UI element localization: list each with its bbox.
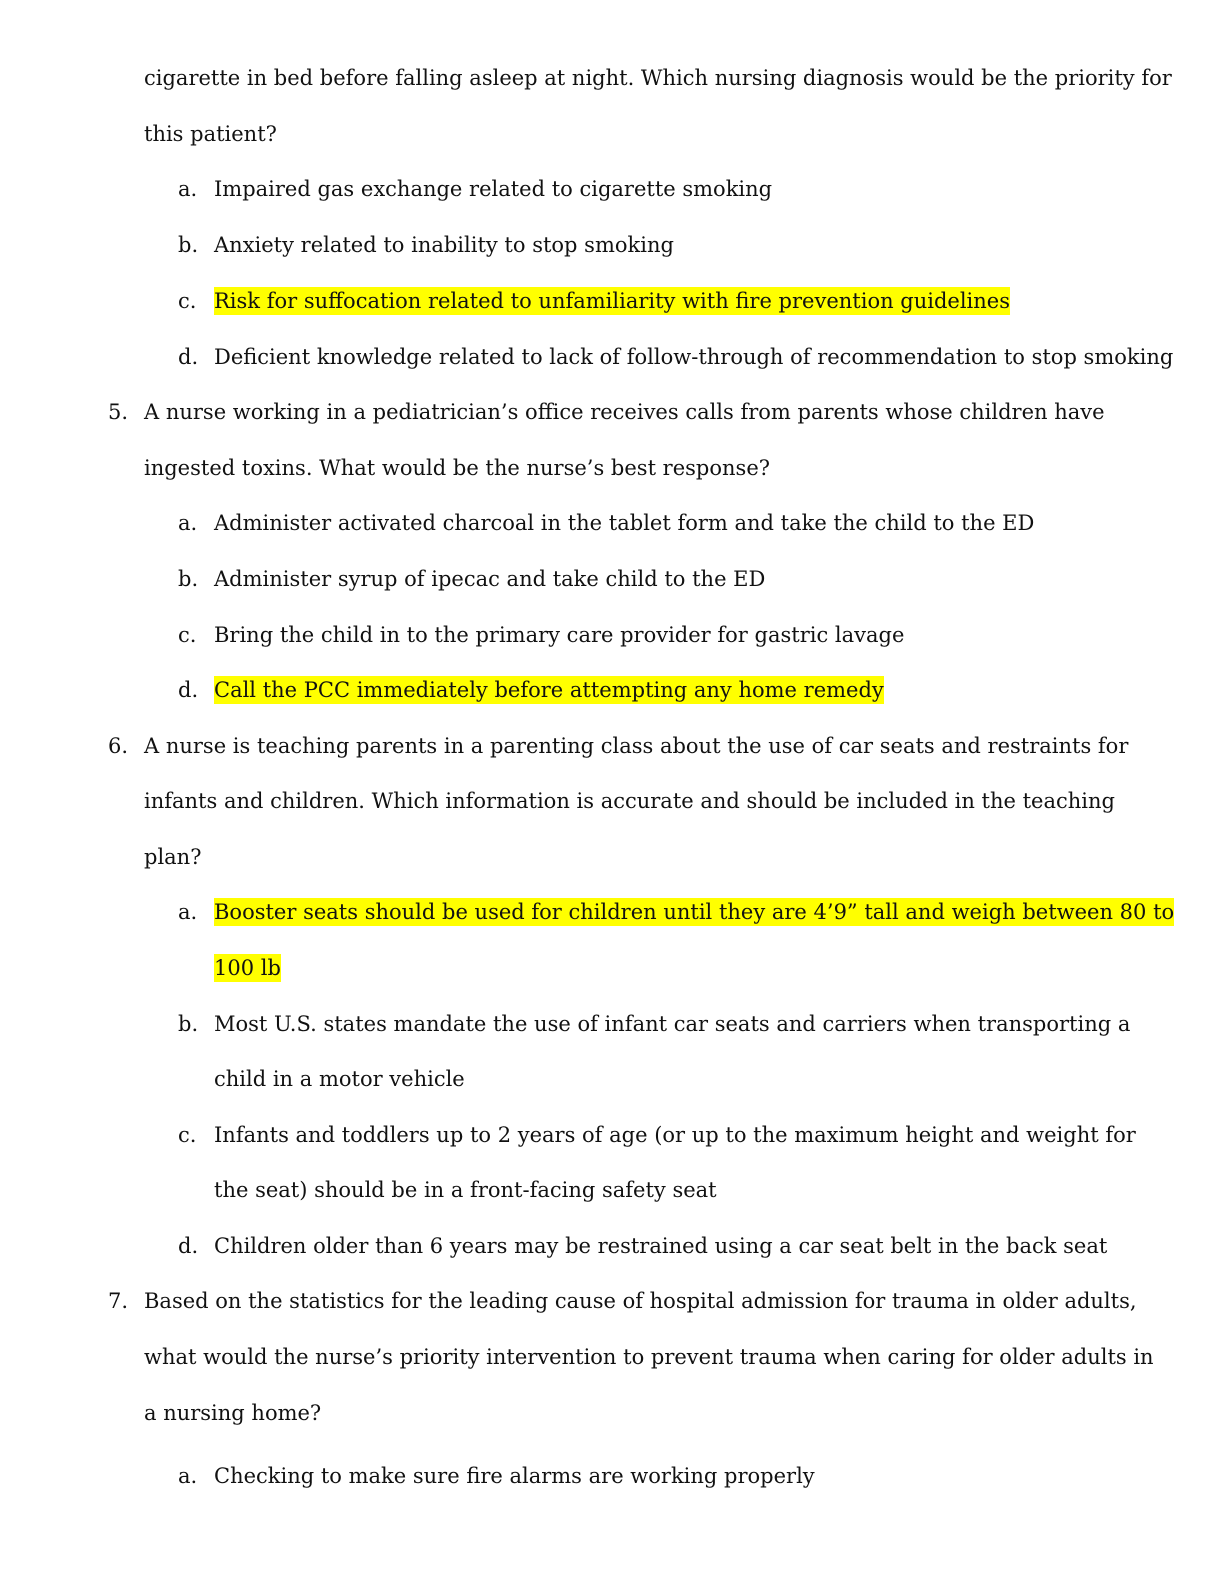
question-6-option-d-text: Children older than 6 years may be restrained using a car seat belt in the back seat xyxy=(214,1234,1108,1258)
question-5-option-a-text: Administer activated charcoal in the tablet form and take the child to the ED xyxy=(214,511,1035,535)
question-5-option-a-letter: a. xyxy=(178,511,198,535)
question-6-option-b-text-line-2: child in a motor vehicle xyxy=(214,1067,465,1091)
question-5-option-d-letter: d. xyxy=(178,678,199,702)
question-4-option-d-letter: d. xyxy=(178,345,199,369)
question-4-option-c-letter: c. xyxy=(178,289,197,313)
question-6-option-a-text-line-2-highlighted: 100 lb xyxy=(214,956,281,980)
question-5-option-c-text: Bring the child in to the primary care provider for gastric lavage xyxy=(214,623,905,647)
question-5-option-d-text-highlighted: Call the PCC immediately before attempting any home remedy xyxy=(214,678,884,702)
question-5-stem-line-2: ingested toxins. What would be the nurse’s best response? xyxy=(144,456,771,480)
question-5-option-c-letter: c. xyxy=(178,623,197,647)
question-4-option-b-letter: b. xyxy=(178,233,199,257)
question-4-option-a-letter: a. xyxy=(178,177,198,201)
question-6-stem-line-3: plan? xyxy=(144,845,202,869)
question-4-stem-line-1: cigarette in bed before falling asleep at night. Which nursing diagnosis would be the priority for xyxy=(144,66,1172,90)
question-7-stem-line-3: a nursing home? xyxy=(144,1401,322,1425)
question-5-option-b-letter: b. xyxy=(178,567,199,591)
question-6-number: 6. xyxy=(108,734,129,758)
question-4-option-b-text: Anxiety related to inability to stop smoking xyxy=(214,233,674,257)
question-6-option-b-text-line-1: Most U.S. states mandate the use of infant car seats and carriers when transporting a xyxy=(214,1012,1131,1036)
question-5-stem-line-1: A nurse working in a pediatrician’s office receives calls from parents whose children have xyxy=(144,400,1105,424)
question-7-number: 7. xyxy=(108,1289,129,1313)
question-6-option-c-text-line-2: the seat) should be in a front-facing safety seat xyxy=(214,1178,717,1202)
question-6-option-d-letter: d. xyxy=(178,1234,199,1258)
question-7-option-a-text: Checking to make sure fire alarms are working properly xyxy=(214,1464,815,1488)
question-4-option-d-text: Deficient knowledge related to lack of follow-through of recommendation to stop smoking xyxy=(214,345,1174,369)
question-5-number: 5. xyxy=(108,400,129,424)
question-5-option-b-text: Administer syrup of ipecac and take child to the ED xyxy=(214,567,766,591)
question-6-option-b-letter: b. xyxy=(178,1012,199,1036)
question-6-option-c-text-line-1: Infants and toddlers up to 2 years of age (or up to the maximum height and weight for xyxy=(214,1123,1136,1147)
question-4-option-c-text-highlighted: Risk for suffocation related to unfamiliarity with fire prevention guidelines xyxy=(214,289,1011,313)
question-4-stem-line-2: this patient? xyxy=(144,122,277,146)
question-6-option-c-letter: c. xyxy=(178,1123,197,1147)
question-6-option-a-text-line-1-highlighted: Booster seats should be used for children until they are 4’9” tall and weigh between 80 to xyxy=(214,900,1175,924)
question-4-option-a-text: Impaired gas exchange related to cigarette smoking xyxy=(214,177,773,201)
question-6-option-a-letter: a. xyxy=(178,900,198,924)
question-7-stem-line-2: what would the nurse’s priority intervention to prevent trauma when caring for older adults in xyxy=(144,1345,1154,1369)
question-6-stem-line-2: infants and children. Which information is accurate and should be included in the teaching xyxy=(144,789,1115,813)
question-6-stem-line-1: A nurse is teaching parents in a parenting class about the use of car seats and restraints for xyxy=(144,734,1129,758)
question-7-option-a-letter: a. xyxy=(178,1464,198,1488)
question-7-stem-line-1: Based on the statistics for the leading cause of hospital admission for trauma in older adults, xyxy=(144,1289,1137,1313)
